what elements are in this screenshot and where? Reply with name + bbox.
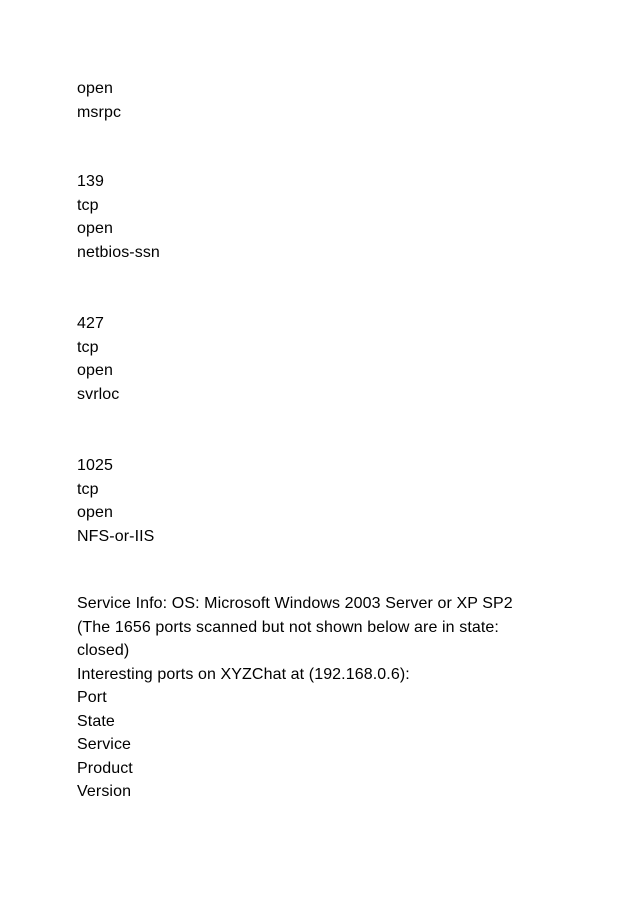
not-shown-line: (The 1656 ports scanned but not shown below are in state: xyxy=(77,618,499,636)
port-service: svrloc xyxy=(77,385,120,403)
header-version: Version xyxy=(77,783,132,800)
not-shown-line-continued: closed) xyxy=(77,642,130,659)
port-number: 427 xyxy=(77,315,104,332)
port-protocol: tcp xyxy=(77,196,99,214)
service-info-line: Service Info: OS: Microsoft Windows 2003 Server or XP SP2 xyxy=(77,595,513,612)
port-service: netbios-ssn xyxy=(77,243,160,261)
table-headers xyxy=(77,686,577,804)
header-product: Product xyxy=(77,759,133,777)
port-protocol: tcp xyxy=(77,480,99,498)
port-number: 1025 xyxy=(77,457,113,474)
header-state: State xyxy=(77,712,115,730)
intro-block xyxy=(77,77,577,124)
header-service: Service xyxy=(77,736,132,753)
service-text: msrpc xyxy=(77,103,122,121)
port-entry-1025 xyxy=(77,454,577,548)
state-text: open xyxy=(77,80,113,97)
port-state: open xyxy=(77,362,113,379)
port-entry-139 xyxy=(77,170,577,264)
scan-summary xyxy=(77,592,577,686)
port-state: open xyxy=(77,220,113,237)
port-service: NFS-or-IIS xyxy=(77,527,155,545)
document-page xyxy=(77,77,577,804)
port-number: 139 xyxy=(77,173,104,190)
port-state: open xyxy=(77,504,113,521)
port-protocol: tcp xyxy=(77,338,99,356)
port-entry-427 xyxy=(77,312,577,406)
interesting-ports-line: Interesting ports on XYZChat at (192.168.0.6): xyxy=(77,665,410,683)
header-port: Port xyxy=(77,689,107,706)
